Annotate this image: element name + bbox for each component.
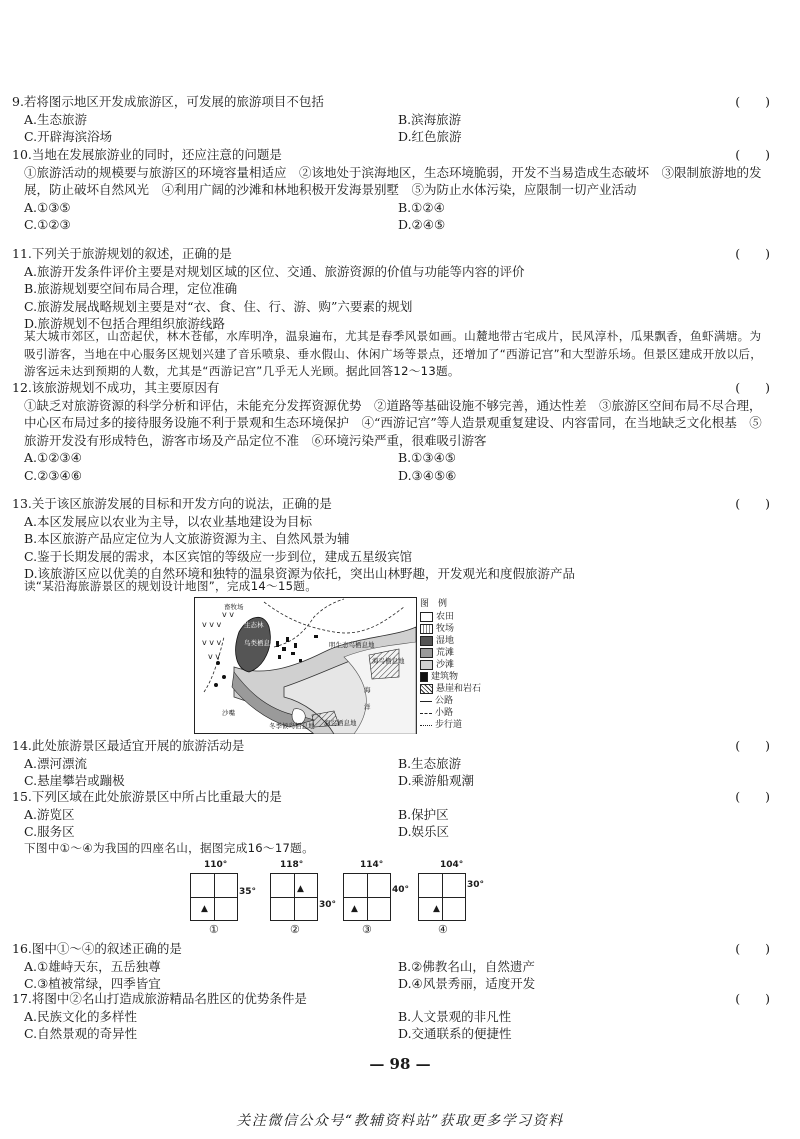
- question-16: [12, 940, 772, 993]
- legend-item: 牧场: [420, 623, 500, 635]
- question-13: [12, 495, 772, 583]
- option: C.鉴于长期发展的需求，本区宾馆的等级应一步到位，建成五星级宾馆: [24, 548, 413, 564]
- question-stem: 10.当地在发展旅游业的同时，还应注意的问题是: [12, 147, 282, 162]
- footer-note: 关注微信公众号“教辅资料站”获取更多学习资料: [236, 1113, 564, 1129]
- legend-item: 荒滩: [420, 647, 500, 659]
- grid-tag: ③: [362, 923, 372, 936]
- map-legend: [420, 598, 500, 731]
- legend-item: 沙滩: [420, 659, 500, 671]
- answer-paren: ( ): [735, 738, 770, 753]
- page-number: — 98 —: [369, 1055, 431, 1073]
- option: A.本区发展应以农业为主导，以农业基地建设为目标: [24, 513, 313, 529]
- grid-tag: ①: [209, 923, 219, 936]
- answer-paren: ( ): [735, 789, 770, 804]
- option: C.③植被常绿，四季皆宜: [24, 976, 161, 992]
- option: C.②③④⑥: [24, 467, 82, 483]
- question-15: [12, 788, 772, 841]
- option: B.滨海旅游: [398, 111, 462, 127]
- option: C.自然景观的奇异性: [24, 1026, 138, 1042]
- question-9: [12, 93, 772, 146]
- longitude-label: 114°: [360, 860, 384, 870]
- question-stem: 17.将图中②名山打造成旅游精品名胜区的优势条件是: [12, 991, 307, 1006]
- answer-paren: ( ): [735, 991, 770, 1006]
- legend-item: 小路: [420, 707, 500, 719]
- svg-text:v v v: v v v: [202, 620, 222, 629]
- question-14: [12, 737, 772, 790]
- grid-tag: ④: [438, 923, 448, 936]
- option: D.③④⑤⑥: [398, 467, 457, 483]
- longitude-label: 104°: [440, 860, 464, 870]
- option: A.漂河漂流: [24, 755, 88, 771]
- longitude-label: 110°: [204, 860, 228, 870]
- question-10: [12, 146, 772, 234]
- question-stem: 9.若将图示地区开发成旅游区，可发展的旅游项目不包括: [12, 94, 324, 109]
- legend-item: 建筑物: [420, 671, 500, 683]
- answer-paren: ( ): [735, 147, 770, 162]
- option: B.生态旅游: [398, 755, 462, 771]
- latitude-label: 30°: [319, 900, 337, 910]
- map-label: 洋: [364, 703, 371, 711]
- latitude-label: 40°: [392, 885, 410, 895]
- option: D.④风景秀丽，适度开发: [398, 976, 536, 992]
- mountain-marker-icon: ▲: [297, 884, 304, 894]
- reading-passage: 读“某沿海旅游景区的规划设计地图”，完成14～15题。: [24, 579, 318, 593]
- legend-item: 公路: [420, 695, 500, 707]
- option: C.服务区: [24, 824, 75, 840]
- svg-text:v v: v v: [222, 610, 235, 619]
- latitude-label: 35°: [239, 887, 257, 897]
- grid-box: [418, 873, 466, 921]
- grid-tag: ②: [290, 923, 300, 936]
- option: D.红色旅游: [398, 129, 462, 145]
- option: B.②佛教名山，自然遗产: [398, 958, 535, 974]
- svg-text:v v v: v v v: [202, 638, 222, 647]
- map-label: 海鸟栖息地: [324, 719, 357, 727]
- question-stem: 12.该旅游规划不成功，其主要原因有: [12, 380, 220, 395]
- mountain-marker-icon: ▲: [351, 904, 358, 914]
- mountain-marker-icon: ▲: [433, 904, 440, 914]
- question-stem: 14.此处旅游景区最适宜开展的旅游活动是: [12, 738, 245, 753]
- option: A.①③⑤: [24, 199, 71, 215]
- map-label: 海: [364, 686, 371, 694]
- option: A.民族文化的多样性: [24, 1008, 138, 1024]
- grid-box: [343, 873, 391, 921]
- question-12: [12, 379, 772, 485]
- question-stem: 16.图中①～④的叙述正确的是: [12, 941, 182, 956]
- answer-paren: ( ): [735, 496, 770, 511]
- option: B.①②④: [398, 199, 445, 215]
- option: D.该旅游区应以优美的自然环境和独特的温泉资源为依托，突出山林野趣，开发观光和度假旅游产品: [24, 566, 576, 582]
- option: C.悬崖攀岩或蹦极: [24, 773, 125, 789]
- answer-paren: ( ): [735, 246, 770, 261]
- option: A.生态旅游: [24, 111, 88, 127]
- option: B.保护区: [398, 806, 449, 822]
- option: D.旅游规划不包括合理组织旅游线路: [24, 316, 226, 332]
- answer-paren: ( ): [735, 941, 770, 956]
- option: D.娱乐区: [398, 824, 450, 840]
- legend-item: 步行道: [420, 719, 500, 731]
- longitude-label: 118°: [280, 860, 304, 870]
- question-body: ①旅游活动的规模要与旅游区的环境容量相适应 ②该地处于滨海地区，生态环境脆弱，开发不当易造成生态破坏 ③限制旅游地的发展，防止破坏自然风光 ④利用广阔的沙滩和林地积极开发海景别墅 ⑤为防止水体污染，应限制一切产业活动: [24, 164, 762, 198]
- map-label: 明生态鸟栖息地: [329, 641, 375, 649]
- question-body: ①缺乏对旅游资源的科学分析和评估，未能充分发挥资源优势 ②道路等基础设施不够完善，通达性差 ③旅游区空间布局不尽合理，中心区布局过多的接待服务设施不利于景观和生态环境保护 ④“西游记宫”等人造景观重复建设、内容雷同，在当地缺乏文化根基 ⑤旅游开发没有形成特色，游客市场及产品定位不准 ⑥环境污染严重，很难吸引游客: [24, 397, 762, 448]
- option: D.乘游船观潮: [398, 773, 475, 789]
- answer-paren: ( ): [735, 94, 770, 109]
- mountain-location-grids: [190, 860, 490, 936]
- reading-passage: 下图中①～④为我国的四座名山，据图完成16～17题。: [24, 841, 314, 855]
- reading-passage: 某大城市郊区，山峦起伏，林木苍郁，水库明净，温泉遍布，尤其是春季风景如画。山麓地带古宅成片，民风淳朴，瓜果飘香，鱼虾满塘。为吸引游客，当地在中心服务区规划兴建了音乐喷泉、垂水假山、休闲广场等景点，还增加了“西游记宫”和大型游乐场。但景区建成开放以后，游客远未达到预期的人数，尤其是“西游记宫”几乎无人光顾。据此回答12～13题。: [24, 329, 763, 379]
- option: C.开辟海滨浴场: [24, 129, 113, 145]
- mountain-marker-icon: ▲: [201, 904, 208, 914]
- answer-paren: ( ): [735, 380, 770, 395]
- map-label: 冬季候鸟栖息地: [269, 722, 315, 730]
- option: A.旅游开发条件评价主要是对规划区域的区位、交通、旅游资源的价值与功能等内容的评价: [24, 263, 525, 279]
- question-17: [12, 990, 772, 1043]
- option: B.旅游规划要空间布局合理，定位准确: [24, 281, 238, 297]
- grid-box: [270, 873, 318, 921]
- legend-item: 悬崖和岩石: [420, 683, 500, 695]
- option: C.旅游发展战略规划主要是对“衣、食、住、行、游、购”六要素的规划: [24, 298, 413, 314]
- map-label: 沙嘴: [222, 709, 235, 717]
- option: B.人文景观的非凡性: [398, 1008, 512, 1024]
- legend-item: 农田: [420, 611, 500, 623]
- option: A.①②③④: [24, 450, 82, 466]
- map-label: 畜牧场: [224, 603, 244, 611]
- option: D.②④⑤: [398, 217, 446, 233]
- map-label: 鸟类栖息地: [244, 639, 277, 647]
- question-stem: 11.下列关于旅游规划的叙述，正确的是: [12, 246, 232, 261]
- option: A.①雄峙天东，五岳独尊: [24, 958, 161, 974]
- option: B.①③④⑤: [398, 450, 456, 466]
- option: A.游览区: [24, 806, 75, 822]
- svg-text:v v: v v: [208, 652, 221, 661]
- option: B.本区旅游产品应定位为人文旅游资源为主、自然风景为辅: [24, 531, 350, 547]
- option: D.交通联系的便捷性: [398, 1026, 512, 1042]
- question-11: [12, 245, 772, 333]
- grid-box: [190, 873, 238, 921]
- question-stem: 13.关于该区旅游发展的目标和开发方向的说法，正确的是: [12, 496, 332, 511]
- question-stem: 15.下列区域在此处旅游景区中所占比重最大的是: [12, 789, 282, 804]
- map-label: 海鸟栖息地: [372, 657, 405, 665]
- option: C.①②③: [24, 217, 71, 233]
- legend-title: 图 例: [420, 599, 448, 609]
- map-label: 生态林: [244, 621, 264, 629]
- legend-item: 湿地: [420, 635, 500, 647]
- latitude-label: 30°: [467, 880, 485, 890]
